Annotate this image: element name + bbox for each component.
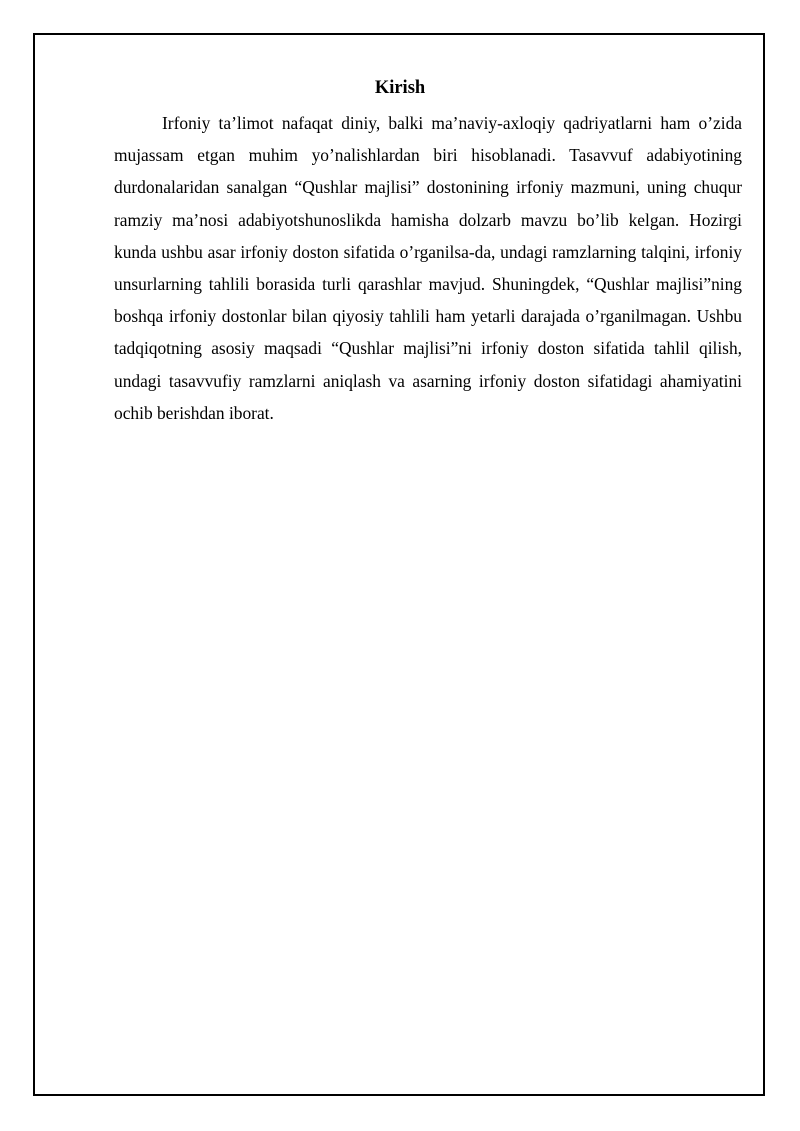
- body-paragraph: Irfoniy ta’limot nafaqat diniy, balki ma’naviy-axloqiy qadriyatlarni ham o’zida mujassam etgan muhim yo’nalishlardan biri hisoblanadi. Tasavvuf adabiyotining durdonalaridan sanalgan “Qushlar majlisi” dostonining irfoniy mazmuni, uning chuqur ramziy ma’nosi adabiyotshunoslikda hamisha dolzarb mavzu bo’lib kelgan. Hozirgi kunda ushbu asar irfoniy doston sifatida o’rganilsa-da, undagi ramzlarning talqini, irfoniy unsurlarning tahlili borasida turli qarashlar mavjud. Shuningdek, “Qushlar majlisi”ning boshqa irfoniy dostonlar bilan qiyosiy tahlili ham yetarli darajada o’rganilmagan. Ushbu tadqiqotning asosiy maqsadi “Qushlar majlisi”ni irfoniy doston sifatida tahlil qilish, undagi tasavvufiy ramzlarni aniqlash va asarning irfoniy doston sifatidagi ahamiyatini ochib berishdan iborat.: [114, 113, 742, 423]
- section-heading: Kirish: [374, 78, 426, 98]
